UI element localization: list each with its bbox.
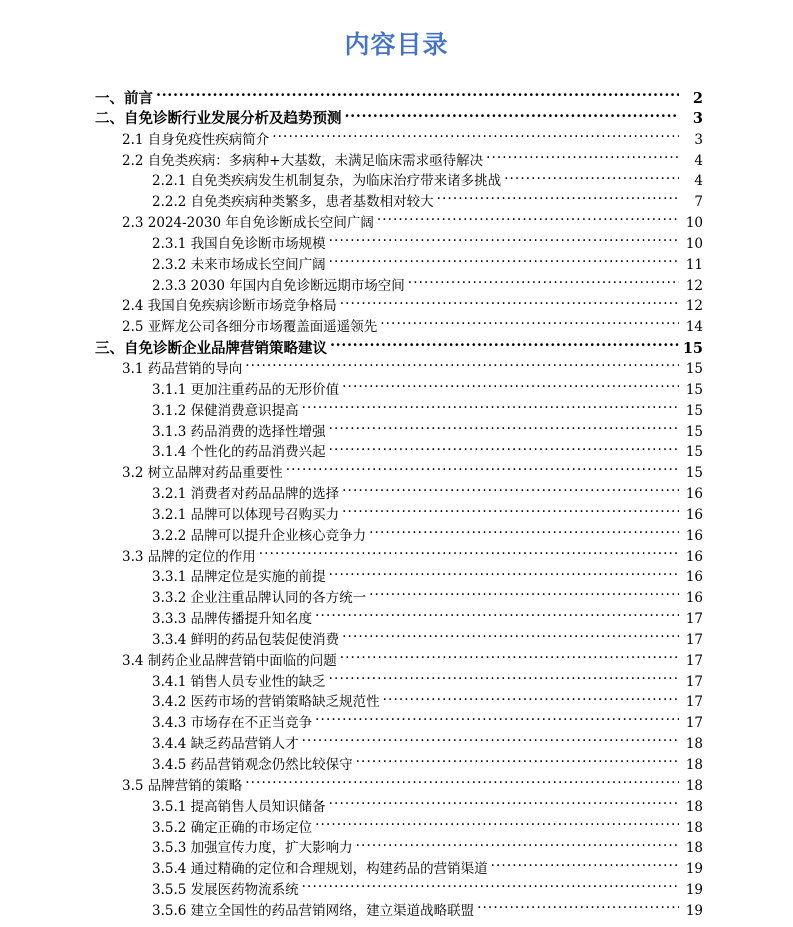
toc-entry[interactable] xyxy=(0,797,793,818)
toc-page-number: 17 xyxy=(685,631,703,648)
toc-entry-label: 3.1.3 药品消费的选择性增强 xyxy=(152,423,326,440)
toc-page-number: 7 xyxy=(694,194,703,211)
toc-entry[interactable] xyxy=(0,776,793,797)
toc-page-number: 18 xyxy=(685,798,703,815)
toc-entry[interactable] xyxy=(0,880,793,901)
toc-leader-dots xyxy=(329,672,679,686)
toc-entry-label: 2.2.2 自免类疾病种类繁多，患者基数相对较大 xyxy=(152,194,434,211)
page-title: 内容目录 xyxy=(344,30,449,59)
toc-page-number: 19 xyxy=(685,882,703,899)
toc-entry-label: 3.4.5 药品营销观念仍然比较保守 xyxy=(152,757,353,773)
toc-page-number: 11 xyxy=(685,256,703,273)
toc-page-number: 15 xyxy=(685,402,703,419)
toc-page-number: 17 xyxy=(685,611,703,628)
toc-leader-dots xyxy=(329,568,679,582)
toc-entry[interactable] xyxy=(0,630,793,651)
toc-leader-dots xyxy=(377,214,679,228)
toc-entry-label: 3.4.3 市场存在不正当竞争 xyxy=(152,715,313,732)
toc-entry-label: 3.4.1 销售人员专业性的缺乏 xyxy=(152,673,326,690)
toc-leader-dots xyxy=(345,109,680,124)
toc-entry-label: 2.5 亚辉龙公司各细分市场覆盖面遥遥领先 xyxy=(122,319,378,336)
toc-entry-label: 2.2.1 自免类疾病发生机制复杂，为临床治疗带来诸多挑战 xyxy=(152,173,502,190)
toc-leader-dots xyxy=(380,318,679,332)
toc-leader-dots xyxy=(369,526,679,540)
toc-entry[interactable] xyxy=(0,401,793,422)
toc-entry[interactable] xyxy=(0,672,793,693)
toc-leader-dots xyxy=(315,610,679,624)
toc-entry[interactable] xyxy=(0,526,793,547)
toc-entry[interactable] xyxy=(0,713,793,734)
toc-leader-dots xyxy=(340,651,679,665)
toc-page-number: 15 xyxy=(685,444,703,461)
toc-leader-dots xyxy=(477,901,679,915)
toc-entry-label: 三、自免诊断企业品牌营销策略建议 xyxy=(95,339,327,357)
toc-page-number: 18 xyxy=(685,757,703,773)
toc-page-number: 10 xyxy=(685,215,703,232)
toc-entry[interactable] xyxy=(0,276,793,297)
toc-entry-label: 3.3.3 品牌传播提升知名度 xyxy=(152,611,313,628)
toc-entry-label: 3.4.2 医药市场的营销策略缺乏规范性 xyxy=(152,694,380,711)
toc-entry-label: 3.5.1 提高销售人员知识储备 xyxy=(152,798,326,815)
toc-entry-label: 3.2.2 品牌可以提升企业核心竞争力 xyxy=(152,527,367,544)
toc-entry-label: 3.5.3 加强宣传力度，扩大影响力 xyxy=(152,840,353,857)
toc-leader-dots xyxy=(302,401,679,415)
toc-entry-label: 3.1.1 更加注重药品的无形价值 xyxy=(152,381,340,398)
toc-entry-label: 3.1 药品营销的导向 xyxy=(122,360,243,377)
toc-entry[interactable] xyxy=(0,255,793,276)
toc-page-number: 17 xyxy=(685,715,703,732)
toc-entry[interactable] xyxy=(0,901,793,922)
toc-entry-label: 3.4 制药企业品牌营销中面临的问题 xyxy=(122,652,337,669)
toc-leader-dots xyxy=(383,693,679,707)
toc-page-number: 16 xyxy=(685,590,703,607)
toc-leader-dots xyxy=(330,338,679,353)
toc-entry[interactable] xyxy=(0,547,793,568)
toc-entry[interactable] xyxy=(0,609,793,630)
toc-entry-label: 2.3.2 未来市场成长空间广阔 xyxy=(152,256,326,273)
toc-leader-dots xyxy=(302,735,679,749)
toc-entry-label: 3.5.6 建立全国性的药品营销网络，建立渠道战略联盟 xyxy=(152,902,475,919)
toc-page-number: 14 xyxy=(685,319,703,336)
toc-leader-dots xyxy=(286,464,679,478)
toc-leader-dots xyxy=(302,881,679,895)
toc-entry-label: 一、前言 xyxy=(95,89,153,107)
toc-page-number: 15 xyxy=(685,360,703,377)
toc-entry[interactable] xyxy=(0,338,793,359)
toc-page-number: 16 xyxy=(685,527,703,544)
toc-leader-dots xyxy=(315,714,679,728)
toc-page-number: 17 xyxy=(685,694,703,711)
toc-leader-dots xyxy=(504,172,679,186)
toc-page-number: 18 xyxy=(685,777,703,794)
toc-entry[interactable] xyxy=(0,359,793,380)
toc-page-number: 4 xyxy=(694,152,703,169)
toc-page-number: 12 xyxy=(685,277,703,294)
toc-entry-label: 3.3.1 品牌定位是实施的前提 xyxy=(152,569,326,586)
toc-entry-label: 2.3.1 我国自免诊断市场规模 xyxy=(152,235,326,252)
toc-entry-label: 3.3.4 鲜明的药品包装促使消费 xyxy=(152,631,340,648)
toc-leader-dots xyxy=(342,630,679,644)
toc-page-number: 3 xyxy=(694,131,703,148)
toc-leader-dots xyxy=(329,422,679,436)
toc-leader-dots xyxy=(342,505,679,519)
toc-page-number: 15 xyxy=(685,465,703,482)
toc-leader-dots xyxy=(408,276,679,290)
toc-entry[interactable] xyxy=(0,234,793,255)
toc-leader-dots xyxy=(329,797,679,811)
toc-entry[interactable] xyxy=(0,380,793,401)
toc-entry-label: 3.4.4 缺乏药品营销人才 xyxy=(152,736,299,753)
toc-leader-dots xyxy=(245,776,679,790)
toc-leader-dots xyxy=(369,589,679,603)
toc-page-number: 2 xyxy=(692,89,703,107)
toc-leader-dots xyxy=(340,297,679,311)
toc-page-number: 15 xyxy=(685,381,703,398)
toc-leader-dots xyxy=(356,756,679,770)
toc-leader-dots xyxy=(437,193,679,207)
toc-entry[interactable] xyxy=(0,151,793,172)
toc-leader-dots xyxy=(259,547,679,561)
toc-entry[interactable] xyxy=(0,130,793,151)
toc-page-number: 18 xyxy=(685,736,703,753)
toc-entry[interactable] xyxy=(0,567,793,588)
toc-entry[interactable] xyxy=(0,755,793,776)
toc-entry-label: 3.2.1 消费者对药品品牌的选择 xyxy=(152,486,340,503)
toc-leader-dots xyxy=(245,359,679,373)
toc-leader-dots xyxy=(329,443,679,457)
toc-entry[interactable] xyxy=(0,651,793,672)
toc-page-number: 19 xyxy=(685,861,703,878)
toc-entry-label: 3.5.5 发展医药物流系统 xyxy=(152,882,299,899)
toc-entry-label: 2.3.3 2030 年国内自免诊断远期市场空间 xyxy=(152,277,405,294)
toc-entry-label: 2.3 2024-2030 年自免诊断成长空间广阔 xyxy=(122,215,374,232)
toc-entry[interactable] xyxy=(0,296,793,317)
toc-entry[interactable] xyxy=(0,442,793,463)
toc-entry[interactable] xyxy=(0,734,793,755)
toc-page-number: 12 xyxy=(685,298,703,315)
toc-entry[interactable] xyxy=(0,818,793,839)
toc-page-number: 16 xyxy=(685,506,703,523)
toc-page-number: 15 xyxy=(682,339,703,357)
toc-leader-dots xyxy=(491,860,679,874)
toc-entry-label: 3.5.2 确定正确的市场定位 xyxy=(152,819,313,836)
toc-leader-dots xyxy=(156,88,679,103)
toc-entry[interactable] xyxy=(0,317,793,338)
toc-entry-label: 3.3 品牌的定位的作用 xyxy=(122,548,256,565)
toc-entry-label: 2.4 我国自免疾病诊断市场竞争格局 xyxy=(122,298,337,315)
toc-entry-label: 3.5.4 通过精确的定位和合理规划，构建药品的营销渠道 xyxy=(152,861,488,878)
toc-page-number: 16 xyxy=(685,486,703,503)
toc-page-number: 19 xyxy=(685,902,703,919)
toc-entry[interactable] xyxy=(0,859,793,880)
toc-entry[interactable] xyxy=(0,463,793,484)
toc-page-number: 18 xyxy=(685,840,703,857)
toc-page-number: 15 xyxy=(685,423,703,440)
toc-leader-dots xyxy=(486,151,679,165)
toc-entry[interactable] xyxy=(0,484,793,505)
toc-entry[interactable] xyxy=(0,588,793,609)
toc-entry[interactable] xyxy=(0,505,793,526)
toc-entry[interactable] xyxy=(0,838,793,859)
toc-leader-dots xyxy=(342,485,679,499)
toc-entry[interactable] xyxy=(0,88,793,109)
toc-page-number: 17 xyxy=(685,673,703,690)
toc-entry[interactable] xyxy=(0,422,793,443)
toc-entry-label: 3.2 树立品牌对药品重要性 xyxy=(122,465,283,482)
toc-page-number: 16 xyxy=(685,548,703,565)
toc-entry[interactable] xyxy=(0,213,793,234)
toc-leader-dots xyxy=(329,234,679,248)
toc-page-number: 16 xyxy=(685,569,703,586)
toc-entry-label: 二、自免诊断行业发展分析及趋势预测 xyxy=(95,110,342,128)
toc-leader-dots xyxy=(329,255,679,269)
toc-entry-label: 3.5 品牌营销的策略 xyxy=(122,777,243,794)
toc-entry[interactable] xyxy=(0,692,793,713)
table-of-contents xyxy=(0,88,793,922)
toc-entry-label: 3.1.2 保健消费意识提高 xyxy=(152,402,299,419)
toc-entry-label: 3.2.1 品牌可以体现号召购买力 xyxy=(152,506,340,523)
toc-entry-label: 2.1 自身免疫性疾病简介 xyxy=(122,131,270,148)
toc-entry[interactable] xyxy=(0,171,793,192)
toc-page-number: 10 xyxy=(685,235,703,252)
toc-entry-label: 3.1.4 个性化的药品消费兴起 xyxy=(152,444,326,461)
toc-entry[interactable] xyxy=(0,192,793,213)
toc-entry[interactable] xyxy=(0,109,793,130)
toc-leader-dots xyxy=(356,839,679,853)
toc-entry-label: 2.2 自免类疾病：多病种+大基数，未满足临床需求亟待解决 xyxy=(122,152,484,169)
toc-leader-dots xyxy=(342,380,679,394)
toc-entry-label: 3.3.2 企业注重品牌认同的各方统一 xyxy=(152,590,367,607)
toc-page-number: 17 xyxy=(685,652,703,669)
toc-page-number: 4 xyxy=(694,173,703,190)
toc-page-number: 3 xyxy=(692,110,703,128)
toc-page-number: 18 xyxy=(685,819,703,836)
toc-leader-dots xyxy=(315,818,679,832)
toc-leader-dots xyxy=(272,130,679,144)
